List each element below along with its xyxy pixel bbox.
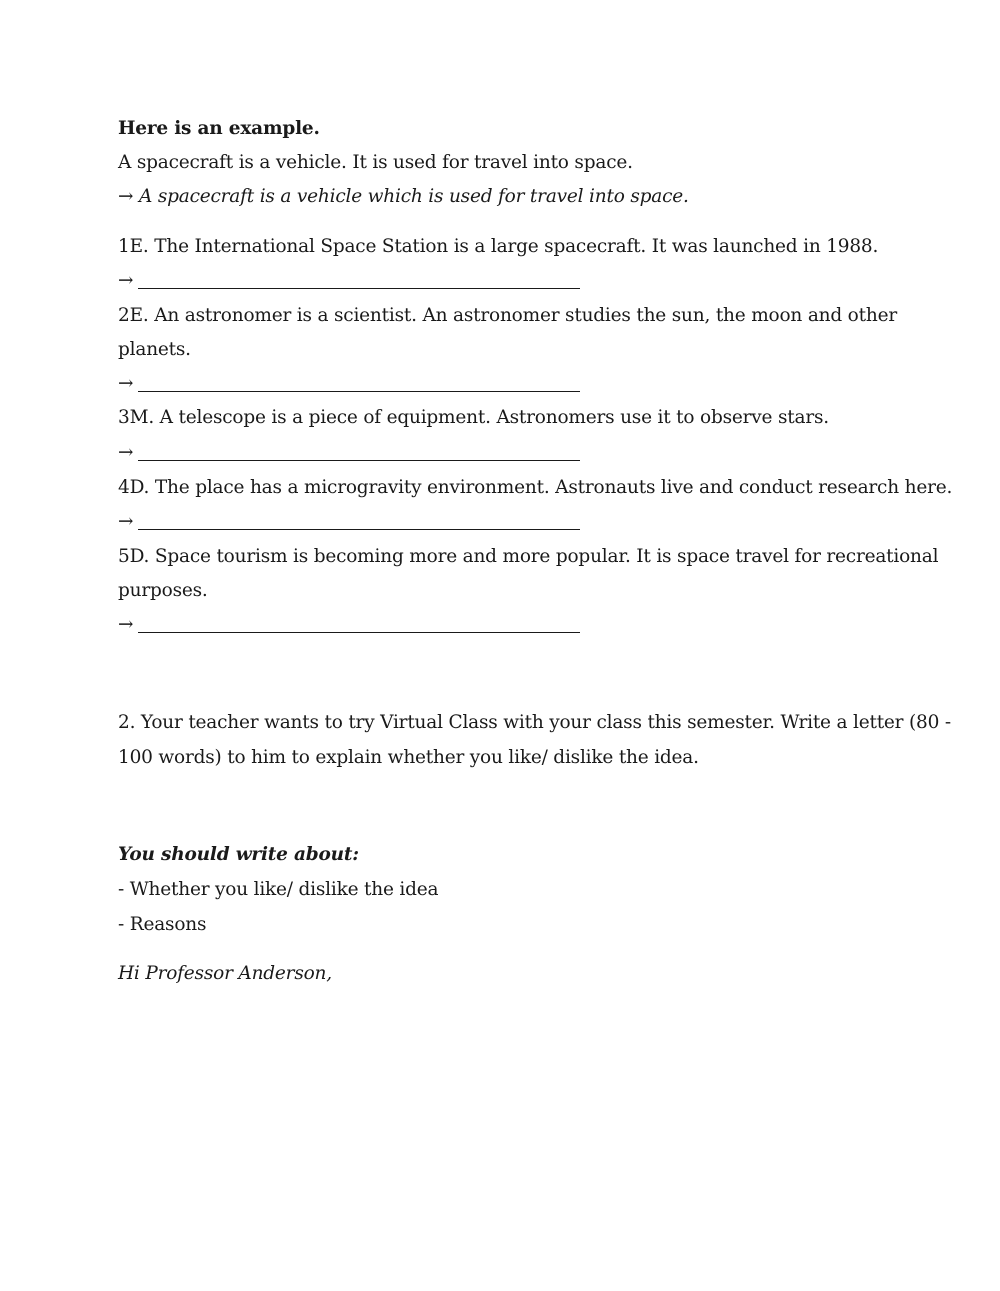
exercise-2-prompt-cont: planets. [118,339,191,360]
exercise-5-prompt-cont: purposes. [118,580,208,601]
arrow-icon: → [118,511,134,532]
exercise-1-prompt: 1E. The International Space Station is a large spacecraft. It was launched in 1988. [118,236,879,257]
exercise-4-answer-row [118,510,580,534]
example-heading: Here is an example. [118,118,320,139]
exercise-5-answer-input[interactable] [138,616,580,633]
exercise-1-answer-row [118,269,580,293]
example-answer: → A spacecraft is a vehicle which is used for travel into space. [118,186,689,207]
guidance-point-2: - Reasons [118,914,207,935]
task2-prompt: 2. Your teacher wants to try Virtual Class with your class this semester. Write a letter (80 - [118,712,951,733]
example-sentence: A spacecraft is a vehicle. It is used for travel into space. [118,152,633,173]
exercise-5-prompt: 5D. Space tourism is becoming more and more popular. It is space travel for recreational [118,546,939,567]
exercise-4-answer-input[interactable] [138,513,580,530]
arrow-icon: → [118,442,134,463]
arrow-icon: → [118,373,134,394]
guidance-point-1: - Whether you like/ dislike the idea [118,879,439,900]
exercise-3-answer-input[interactable] [138,444,580,461]
exercise-2-prompt: 2E. An astronomer is a scientist. An astronomer studies the sun, the moon and other [118,305,897,326]
exercise-3-prompt: 3M. A telescope is a piece of equipment. Astronomers use it to observe stars. [118,407,829,428]
letter-greeting: Hi Professor Anderson, [118,963,332,984]
exercise-1-answer-input[interactable] [138,272,580,289]
guidance-heading: You should write about: [118,844,359,865]
task2-prompt-cont: 100 words) to him to explain whether you like/ dislike the idea. [118,747,699,768]
arrow-icon: → [118,614,134,635]
exercise-2-answer-row [118,372,580,396]
exercise-3-answer-row [118,441,580,465]
exercise-2-answer-input[interactable] [138,375,580,392]
exercise-5-answer-row [118,613,580,637]
arrow-icon: → [118,270,134,291]
exercise-4-prompt: 4D. The place has a microgravity environment. Astronauts live and conduct research here. [118,477,953,498]
